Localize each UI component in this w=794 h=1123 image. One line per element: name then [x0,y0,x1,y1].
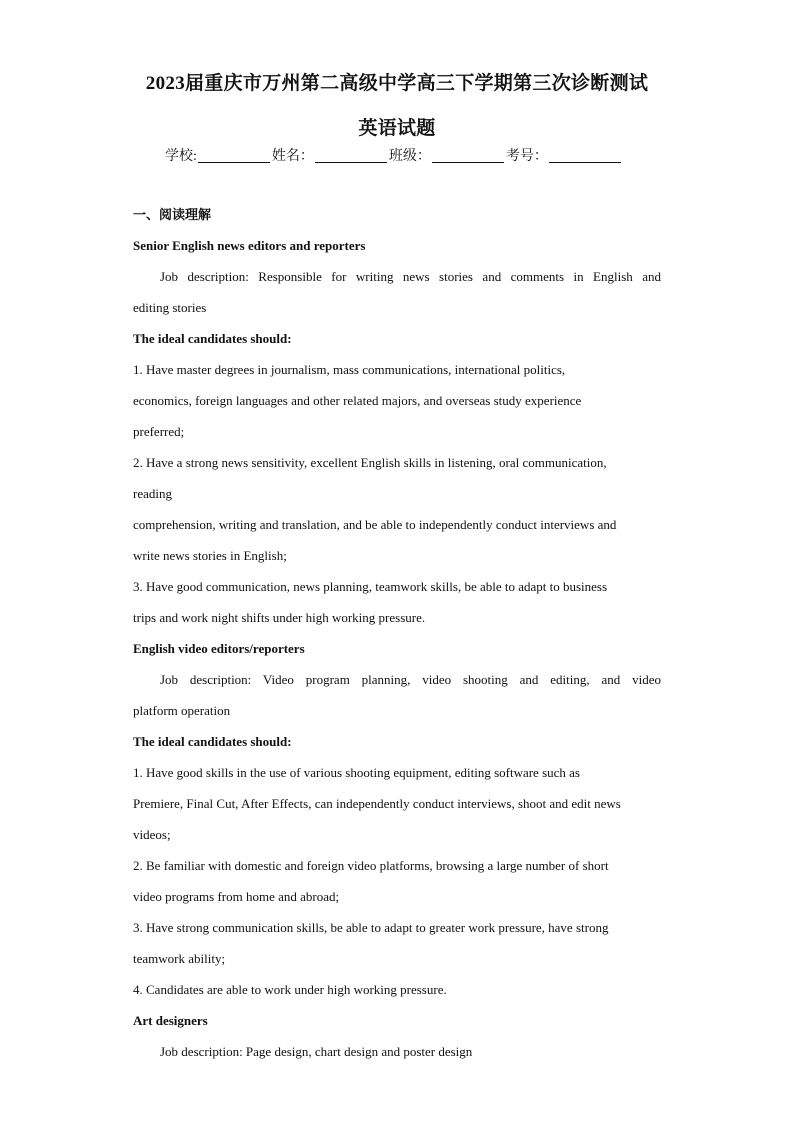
requirement-line: write news stories in English; [133,548,287,563]
requirement-line: economics, foreign languages and other related majors, and overseas study experience [133,393,582,408]
student-info-row [165,145,623,165]
exam-title-line1: 2023届重庆市万州第二高级中学高三下学期第三次诊断测试 [145,73,649,94]
exam-number-blank[interactable] [549,148,621,163]
class-label: 班级： [388,149,431,164]
job-description-cont: platform operation [133,703,231,718]
job-description: Job description: Video program planning, video shooting and editing, and video [160,672,661,687]
job-heading: English video editors/reporters [133,641,305,656]
job-description-cont: editing stories [133,300,207,315]
job-description: Job description: Responsible for writing news stories and comments in English and [160,269,661,284]
requirement-line: Premiere, Final Cut, After Effects, can independently conduct interviews, shoot and edit news [133,796,621,811]
requirements-heading: The ideal candidates should: [133,734,292,749]
class-blank[interactable] [432,148,504,163]
job-description: Job description: Page design, chart design and poster design [160,1044,473,1059]
job-heading: Art designers [133,1013,208,1028]
exam-title-line2: 英语试题 [358,118,436,139]
requirement-line: trips and work night shifts under high working pressure. [133,610,426,625]
requirement-line: videos; [133,827,171,842]
job-heading: Senior English news editors and reporters [133,238,366,253]
requirement-line: 1. Have master degrees in journalism, mass communications, international politics, [133,362,566,377]
requirement-line: 4. Candidates are able to work under high working pressure. [133,982,447,997]
requirement-line: teamwork ability; [133,951,226,966]
requirement-line: 2. Have a strong news sensitivity, excellent English skills in listening, oral communication, [133,455,607,470]
name-blank[interactable] [315,148,387,163]
requirement-line: 3. Have strong communication skills, be able to adapt to greater work pressure, have strong [133,920,609,935]
requirement-line: preferred; [133,424,185,439]
school-blank[interactable] [198,148,270,163]
requirement-line: comprehension, writing and translation, and be able to independently conduct interviews and [133,517,617,532]
school-label: 学校: [165,149,197,164]
reading-section [133,203,661,1071]
exam-number-label: 考号： [505,149,548,164]
section-title: 一、阅读理解 [133,207,212,222]
requirement-line: video programs from home and abroad; [133,889,340,904]
requirement-line: 1. Have good skills in the use of various shooting equipment, editing software such as [133,765,580,780]
requirements-heading: The ideal candidates should: [133,331,292,346]
requirement-line: 2. Be familiar with domestic and foreign video platforms, browsing a large number of short [133,858,609,873]
name-label: 姓名： [271,149,314,164]
requirement-line: reading [133,486,172,501]
requirement-line: 3. Have good communication, news planning, teamwork skills, be able to adapt to business [133,579,608,594]
